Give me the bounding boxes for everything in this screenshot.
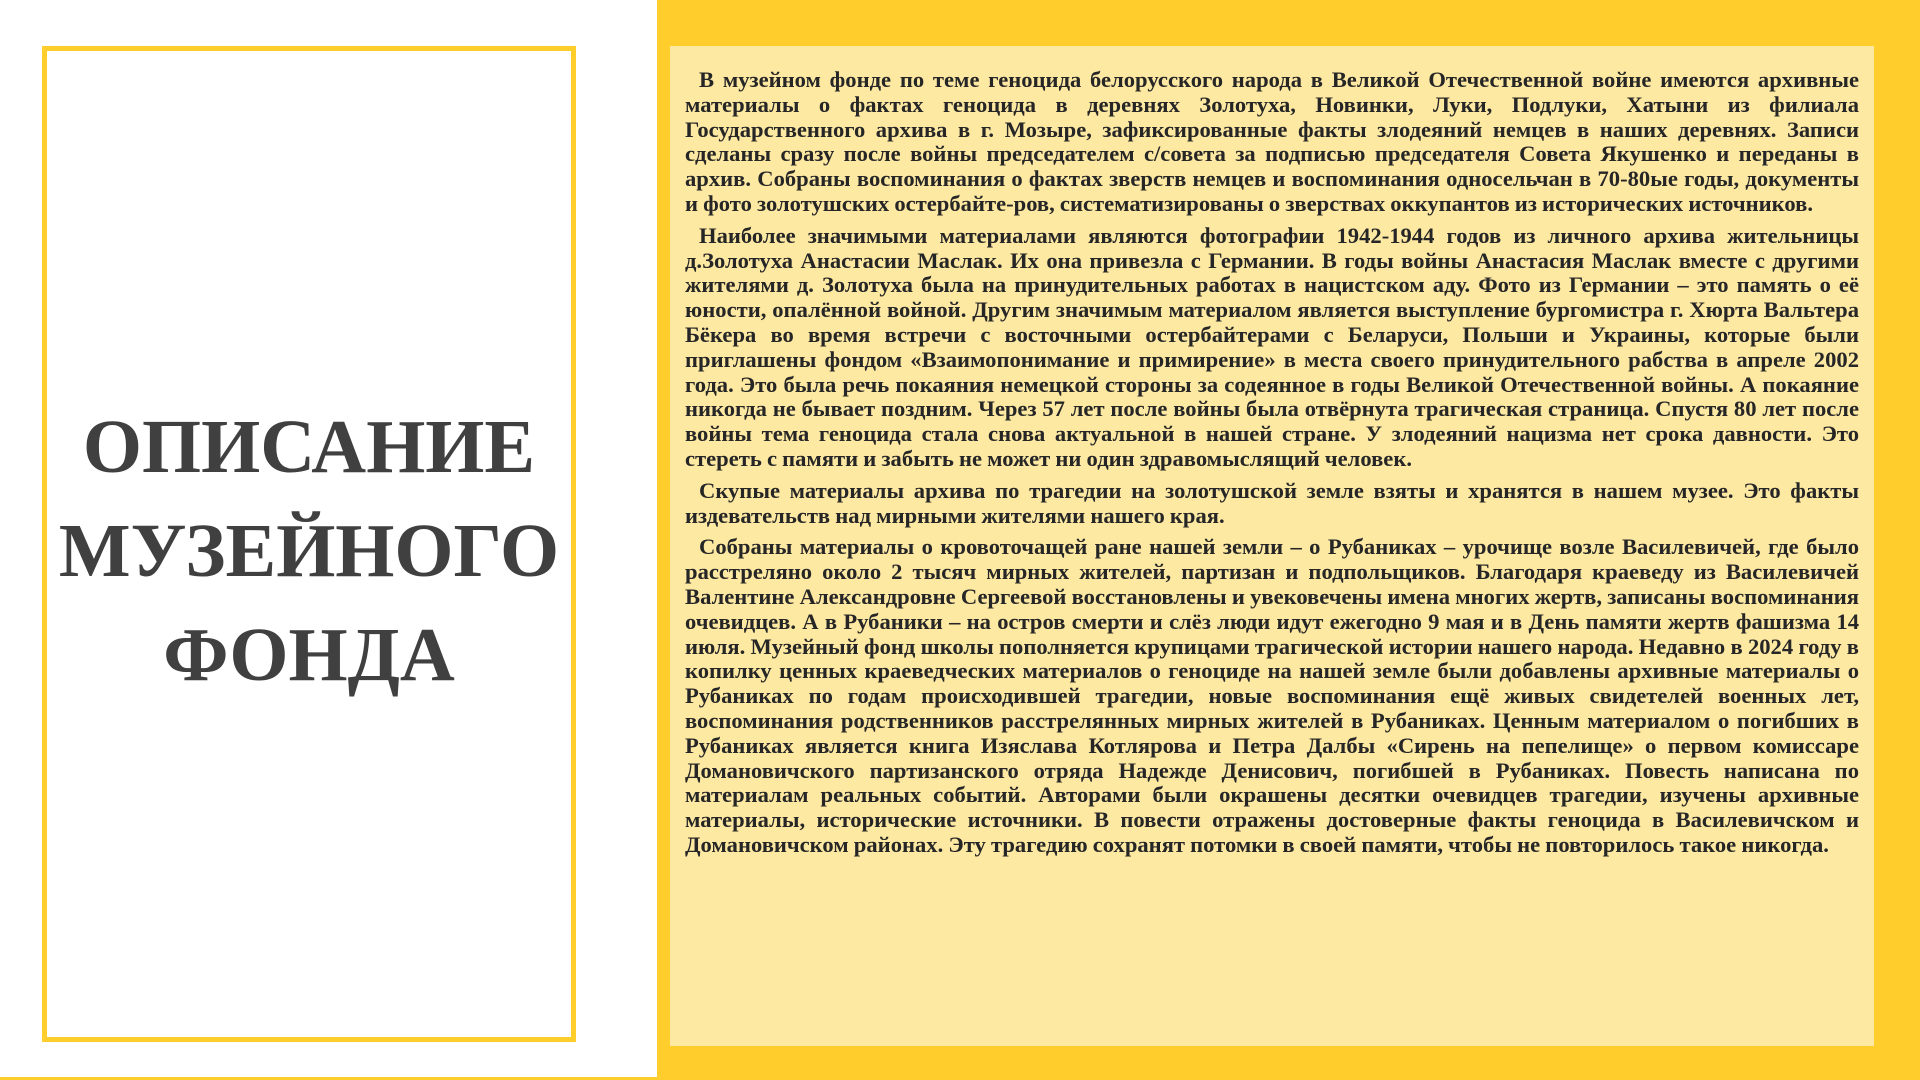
paragraph-photographs: Наиболее значимыми материалами являются фотографии 1942-1944 годов из личного архива жительницы д.Золотуха Анастасии Маслак. Их она привезла с Германии. В годы войны Анастасия Маслак вместе с другими жителями д. Золотуха была на принудительных работах в нацистском аду. Фото из Германии – это память о её юности, опалённой войной. Другим значимым материалом является выступление бургомистра г. Хюрта Вальтера Бёкера во время встречи с восточными остербайтерами с Беларуси, Польши и Украины, которые были приглашены фондом «Взаимопонимание и примирение» в места своего принудительного рабства в апреле 2002 года. Это была речь покаяния немецкой стороны за содеянное в годы Великой Отечественной войны. А покаяние никогда не бывает поздним. Через 57 лет после войны была отвёрнута трагическая страница. Спустя 80 лет после войны тема геноцида стала снова актуальной в нашей стране. У злодеяний нацизма нет срока давности. Это стереть с памяти и забыть не может ни один здравомыслящий человек. <box>685 222 1859 471</box>
title-frame <box>42 46 576 1042</box>
title-line-1: ОПИСАНИЕ <box>82 405 536 489</box>
description-text-box <box>670 46 1874 1046</box>
title-line-3: ФОНДА <box>163 613 455 697</box>
page-title <box>59 395 559 707</box>
paragraph-scarce-materials: Скупые материалы архива по трагедии на золотушской земле взяты и хранятся в нашем музее. Это факты издевательств над мирными жителями нашего края. <box>685 477 1859 528</box>
title-line-2: МУЗЕЙНОГО <box>58 509 560 593</box>
paragraph-archive-materials: В музейном фонде по теме геноцида белорусского народа в Великой Отечественной войне имеются архивные материалы о фактах геноцида в деревнях Золотуха, Новинки, Луки, Подлуки, Хатыни из филиала Государственного архива в г. Мозыре, зафиксированные факты злодеяний немцев в наших деревнях. Записи сделаны сразу после войны председателем с/совета за подписью председателя Совета Якушенко и переданы в архив. Собраны воспоминания о фактах зверств немцев и воспоминания односельчан в 70-80ые годы, документы и фото золотушских остербайте-ров, систематизированы о зверствах оккупантов из исторических источников. <box>685 67 1859 216</box>
paragraph-rubaniki: Собраны материалы о кровоточащей ране нашей земли – о Рубаниках – урочище возле Василевичей, где было расстреляно около 2 тысяч мирных жителей, партизан и подпольщиков. Благодаря краеведу из Василевичей Валентине Александровне Сергеевой восстановлены и увековечены имена многих жертв, записаны воспоминания очевидцев. А в Рубаники – на остров смерти и слёз люди идут ежегодно 9 мая и в День памяти жертв фашизма 14 июля. Музейный фонд школы пополняется крупицами трагической истории нашего народа. Недавно в 2024 году в копилку ценных краеведческих материалов о геноциде на нашей земле были добавлены архивные материалы о Рубаниках по годам происходившей трагедии, новые воспоминания ещё живых свидетелей военных лет, воспоминания родственников расстрелянных мирных жителей в Рубаниках. Ценным материалом о погибших в Рубаниках является книга Изяслава Котлярова и Петра Далбы «Сирень на пепелище» о первом комиссаре Домановичского партизанского отряда Надежде Денисович, погибшей в Рубаниках. Повесть написана по материалам реальных событий. Авторами были окрашены десятки очевидцев трагедии, изучены архивные материалы, исторические источники. В повести отражены достоверные факты геноцида в Василевичском и Домановичском районах. Эту трагедию сохранят потомки в своей памяти, чтобы не повторилось такое никогда. <box>685 534 1859 857</box>
